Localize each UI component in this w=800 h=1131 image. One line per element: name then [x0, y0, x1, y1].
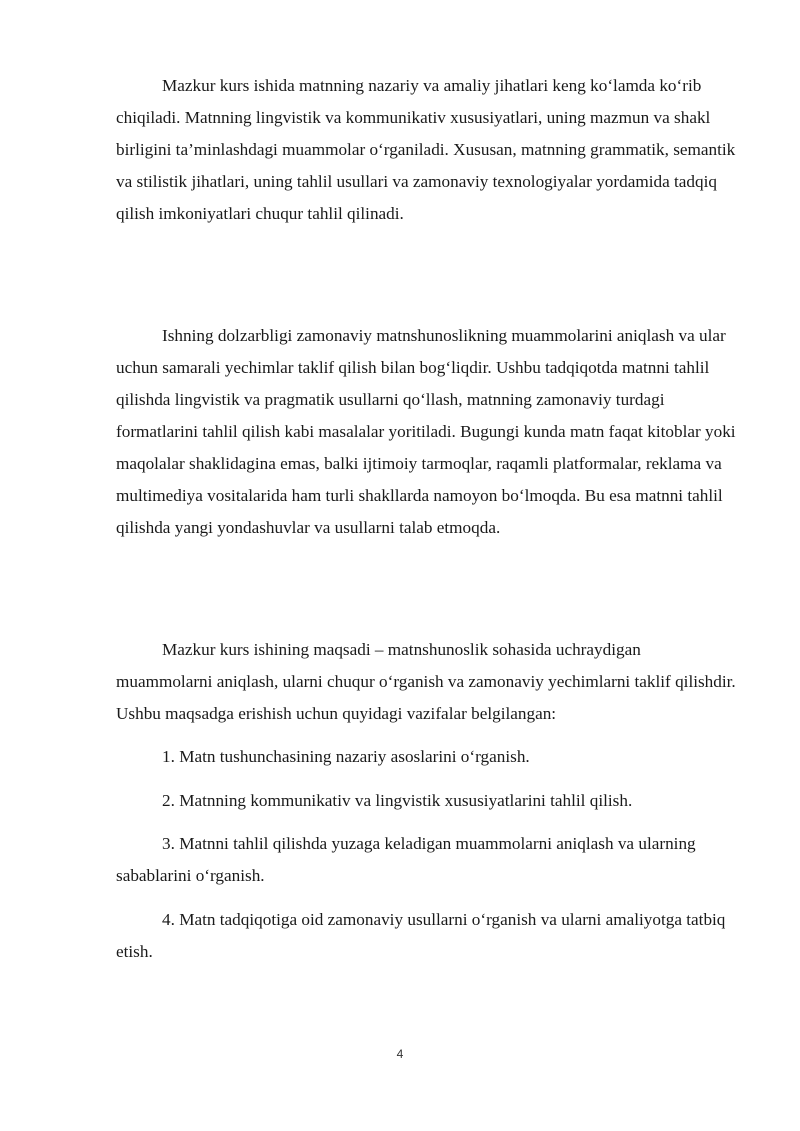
- task-item-2: 2. Matnning kommunikativ va lingvistik xususiyatlarini tahlil qilish.: [162, 791, 633, 810]
- paragraph-goal: Mazkur kurs ishining maqsadi – matnshunoslik sohasida uchraydigan muammolarni aniqlash, ularni chuqur o‘rganish va zamonaviy yechimlarni taklif qilishdir. Ushbu maqsadga erishish uchun quyidagi vazifalar belgilangan:: [116, 640, 736, 723]
- task-item-1: 1. Matn tushunchasining nazariy asoslarini o‘rganish.: [162, 747, 530, 766]
- page-number: 4: [396, 1047, 404, 1061]
- paragraph-intro: Mazkur kurs ishida matnning nazariy va amaliy jihatlari keng ko‘lamda ko‘rib chiqiladi. Matnning lingvistik va kommunikativ xususiyatlari, uning mazmun va shakl birligini ta’minlashdagi muammolar o‘rganiladi. Xususan, matnning grammatik, semantik va stilistik jihatlari, uning tahlil usullari va zamonaviy texnologiyalar yordamida tadqiq qilish imkoniyatlari chuqur tahlil qilinadi.: [116, 76, 736, 223]
- task-item-3: 3. Matnni tahlil qilishda yuzaga keladigan muammolarni aniqlash va ularning sabablarini o‘rganish.: [116, 834, 696, 885]
- paragraph-relevance: Ishning dolzarbligi zamonaviy matnshunoslikning muammolarini aniqlash va ular uchun samarali yechimlar taklif qilish bilan bog‘liqdir. Ushbu tadqiqotda matnni tahlil qilishda lingvistik va pragmatik usullarni qo‘llash, matnning zamonaviy turdagi formatlarini tahlil qilish kabi masalalar yoritiladi. Bugungi kunda matn faqat kitoblar yoki maqolalar shaklidagina emas, balki ijtimoiy tarmoqlar, raqamli platformalar, reklama va multimediya vositalarida ham turli shakllarda namoyon bo‘lmoqda. Bu esa matnni tahlil qilishda yangi yondashuvlar va usullarni talab etmoqda.: [116, 326, 736, 537]
- task-item-4: 4. Matn tadqiqotiga oid zamonaviy usullarni o‘rganish va ularni amaliyotga tatbiq etish.: [116, 910, 726, 961]
